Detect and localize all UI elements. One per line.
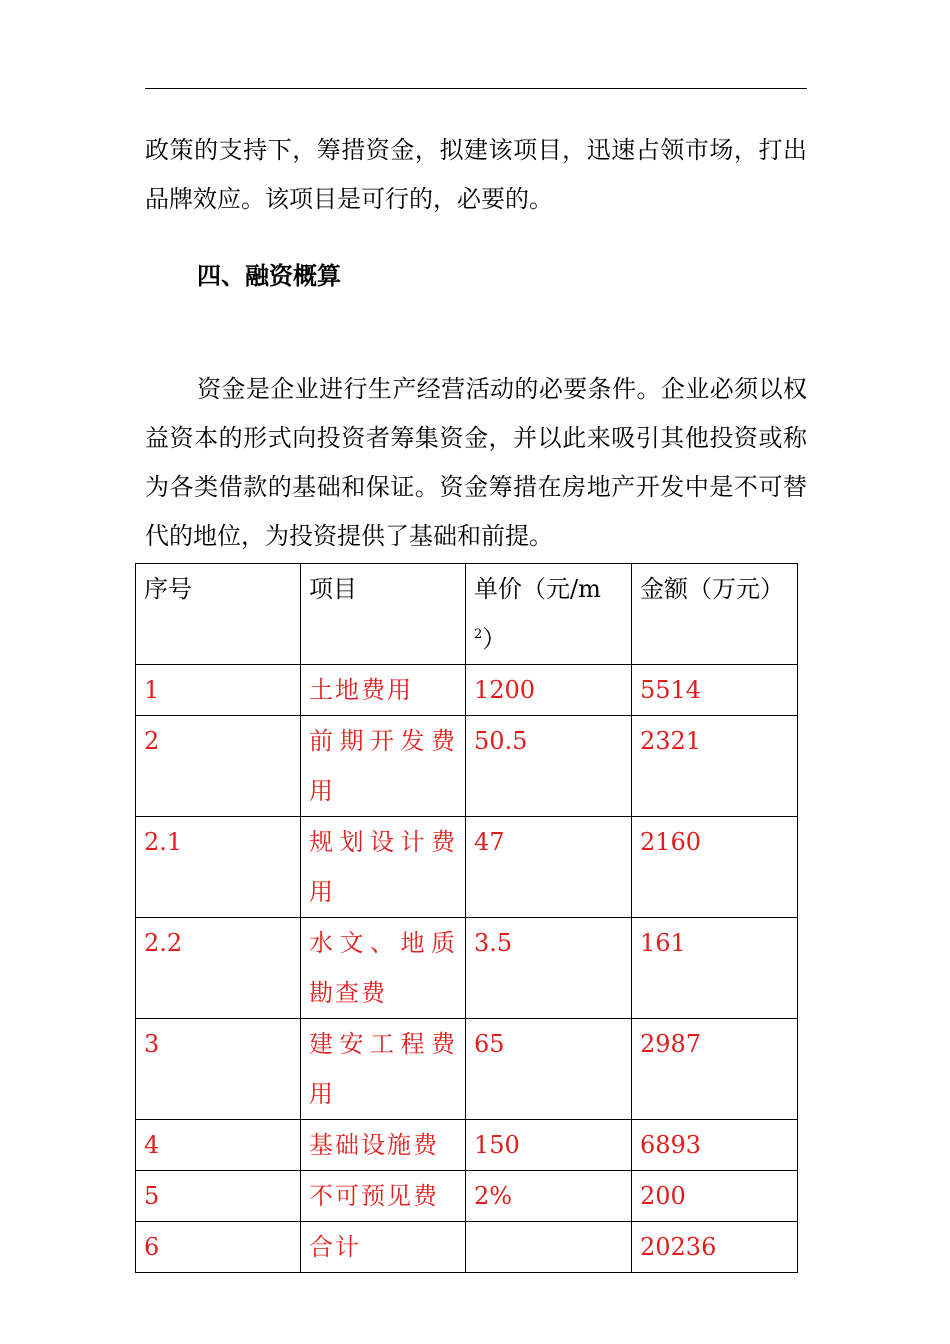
- header-unit-price-sup: 2: [474, 627, 483, 642]
- cell-no: 2.2: [136, 918, 301, 1019]
- cell-item: 基础设施费: [301, 1120, 466, 1171]
- cell-price: 65: [466, 1019, 632, 1120]
- cell-price: 150: [466, 1120, 632, 1171]
- cell-amount: 200: [632, 1171, 798, 1222]
- table-row: [136, 1171, 798, 1222]
- table-row: [136, 1120, 798, 1171]
- cell-no: 2.1: [136, 817, 301, 918]
- header-amount: 金额（万元）: [632, 564, 798, 665]
- cell-price: 50.5: [466, 716, 632, 817]
- cell-no: 1: [136, 665, 301, 716]
- cell-item: 土地费用: [301, 665, 466, 716]
- cell-no: 6: [136, 1222, 301, 1273]
- cell-price: 47: [466, 817, 632, 918]
- cell-amount: 2160: [632, 817, 798, 918]
- header-no: 序号: [136, 564, 301, 665]
- body-paragraph: 资金是企业进行生产经营活动的必要条件。企业必须以权益资本的形式向投资者筹集资金，并以此来吸引其他投资或称为各类借款的基础和保证。资金筹措在房地产开发中是不可替代的地位，为投资提供了基础和前提。: [145, 375, 807, 550]
- header-unit-price-prefix: 单价（元/m: [474, 575, 601, 603]
- cell-item: 建安工程费用: [301, 1019, 466, 1120]
- cell-price: 1200: [466, 665, 632, 716]
- cell-no: 3: [136, 1019, 301, 1120]
- cell-amount: 6893: [632, 1120, 798, 1171]
- cell-item: 不可预见费: [301, 1171, 466, 1222]
- header-rule: [145, 88, 807, 89]
- cell-amount: 2987: [632, 1019, 798, 1120]
- cell-item: 规划设计费用: [301, 817, 466, 918]
- cell-no: 4: [136, 1120, 301, 1171]
- table-row: [136, 1222, 798, 1273]
- cell-amount: 5514: [632, 665, 798, 716]
- table-row: [136, 817, 798, 918]
- cell-price: 2%: [466, 1171, 632, 1222]
- cell-amount: 20236: [632, 1222, 798, 1273]
- table-header-row: [136, 564, 798, 665]
- header-unit-price-suffix: ）: [482, 625, 507, 653]
- financing-table: [135, 563, 798, 1273]
- cell-amount: 2321: [632, 716, 798, 817]
- cell-no: 5: [136, 1171, 301, 1222]
- table-row: [136, 1019, 798, 1120]
- header-item: 项目: [301, 564, 466, 665]
- header-unit-price: [466, 564, 632, 665]
- cell-item: 合计: [301, 1222, 466, 1273]
- cell-item: 前期开发费用: [301, 716, 466, 817]
- table-row: [136, 918, 798, 1019]
- cell-item: 水文、地质勘查费: [301, 918, 466, 1019]
- continuation-paragraph: 政策的支持下，筹措资金，拟建该项目，迅速占领市场，打出品牌效应。该项目是可行的，必要的。: [145, 136, 807, 213]
- table-row: [136, 716, 798, 817]
- section-heading: 四、融资概算: [197, 261, 341, 290]
- cell-no: 2: [136, 716, 301, 817]
- cell-price: [466, 1222, 632, 1273]
- cell-amount: 161: [632, 918, 798, 1019]
- cell-price: 3.5: [466, 918, 632, 1019]
- table-row: [136, 665, 798, 716]
